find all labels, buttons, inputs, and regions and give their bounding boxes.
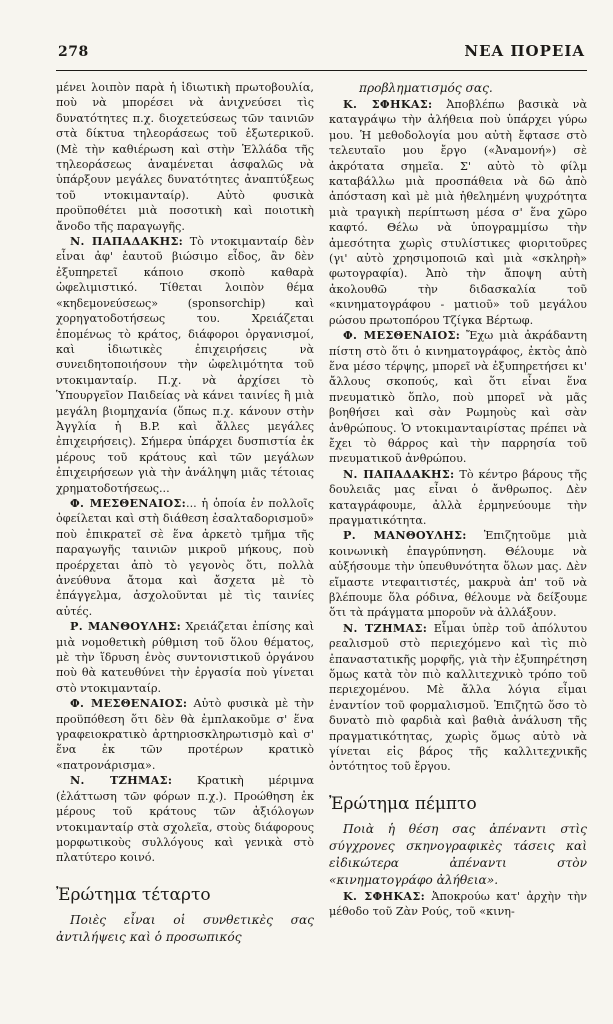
paragraph [329,97,587,328]
speaker-name: Φ. ΜΕΣΘΕΝΑΙΟΣ: [343,328,461,343]
speaker-name: Ν. ΠΑΠΑΔΑΚΗΣ: [343,466,455,481]
running-title: ΝΕΑ ΠΟΡΕΙΑ [464,42,585,60]
section-heading: Ἐρώτημα πέμπτο [329,793,477,814]
paragraph [329,889,587,920]
paragraph [329,467,587,529]
paragraph [56,496,314,619]
section-heading: Ἐρώτημα τέταρτο [56,884,211,905]
speaker-name: Ν. ΤΖΗΜΑΣ: [343,620,428,635]
paragraph [56,773,314,865]
paragraph [56,619,314,696]
speaker-name: Φ. ΜΕΣΘΕΝΑΙΟΣ: [70,696,188,711]
speaker-name: Ρ. ΜΑΝΘΟΥΛΗΣ: [70,619,182,634]
paragraph [329,621,587,775]
paragraph-text: μένει λοιπὸν παρὰ ἡ ἰδιωτικὴ πρωτοβουλία, ποὺ νὰ μπορέσει νὰ ἀνιχνεύσει τὶς δυνατότητες π.χ. διοχετεύσεως τῶν ταινιῶν στὰ δίκτυα τηλεοράσεως τοῦ ἐξωτερικοῦ. (Μὲ τὴν καθιέρωση καὶ στὴν Ἑλλάδα τῆς τηλεοράσεως ἀναμένεται ἀσφαλῶς νὰ ὑπάρξουν μεγάλες δυνατότητες ἀναπτύξεως τοῦ ντοκιμανταίρ). Αὐτὸ φυσικὰ προϋποθέτει μιὰ ποσοτικὴ καὶ ποιοτικὴ ἄνοδο τῆς παραγωγῆς. [56,81,314,233]
paragraph [56,80,314,234]
page-number: 278 [58,44,89,60]
header-rule [56,70,587,71]
paragraph-text: ... ἡ ὁποία ἐν πολλοῖς ὀφείλεται καὶ στὴ διάθεση ἐσαλταδορισμοῦ» ποὺ ἐπικρατεῖ σὲ ἕνα ἀρκετὸ τμῆμα τῆς παραγωγῆς ταινιῶν μικροῦ μήκους, ποὺ προέρχεται ἀπὸ τὸ γεγονὸς ὅτι, πολλὰ ἀνεύθυνα ἄτομα καὶ ἄσχετα μὲ τὸ ἐπάγγελμα, ἀσχολοῦνται μὲ τὶς ταινίες αὐτές. [56,496,314,618]
paragraph-text: Εἶμαι ὑπὲρ τοῦ ἀπόλυτου ρεαλισμοῦ στὸ περιεχόμενο καὶ τὶς πιὸ ἐπαναστατικῆς μορφῆς, γιὰ τὴν ἐξυπηρέτηση ὅμως κατὰ τὸν πιὸ καλλιτεχνικὸ τρόπο τοῦ περιεχομένου. Μὲ ἄλλα λόγια εἶμαι ἐναντίον τοῦ φορμαλισμοῦ. Ἐπιζητῶ ὅσο τὸ δυνατὸ πιὸ φαρδιὰ καὶ βαθιὰ ἀνάλυση τῆς πραγματικότητας, χωρὶς ὅμως αὐτὸ νὰ γίνεται εἰς βάρος τῆς καλλιτεχνικῆς ὀντότητος τοῦ ἔργου. [329,621,587,774]
question-text: Ποιὰ ἡ θέση σας ἀπέναντι στὶς σύγχρονες σκηνογραφικὲς τάσεις καὶ εἰδικώτερα ἀπέναντι στὸν «κινηματογράφο ἀλήθεια». [329,821,587,887]
right-column [329,80,587,1008]
question-continuation: προβληματισμός σας. [359,81,493,95]
paragraph-text: Κρατικὴ μέριμνα (ἐλάττωση τῶν φόρων π.χ.). Προώθηση ἐκ μέρους τοῦ κράτους τῶν ἀξιόλογων ντοκιμανταίρ στὰ σχολεῖα, στοὺς διάφορους μορφωτικοὺς συλλόγους καὶ γενικὰ στὸ πλατύτερο κοινό. [56,774,314,865]
question-text: Ποιὲς εἶναι οἱ συνθετικὲς σας ἀντιλήψεις καὶ ὁ προσωπικός [56,912,314,944]
paragraph-text: Ἔχω μιὰ ἀκράδαντη πίστη στὸ ὅτι ὁ κινηματογράφος, ἐκτὸς ἀπὸ ἕνα μέσο τέρψης, μπορεῖ νὰ ἐξυπηρετήσει κι' ἄλλους σκοπούς, καὶ ὅτι εἶναι ἕνα πνευματικὸ ὅπλο, ποὺ μπορεῖ νὰ μᾶς βοηθήσει καὶ σὰν Ρωμηοὺς καὶ σὰν ἀνθρώπους. Ὁ ντοκιμανταιρίστας πρέπει νὰ ἔχει τὸ θάρρος καὶ τὴν παρρησία τοῦ πνευματικοῦ ἀνθρώπου. [329,329,587,466]
paragraph [56,234,314,496]
left-column [56,80,314,1008]
speaker-name: Ρ. ΜΑΝΘΟΥΛΗΣ: [343,528,467,543]
paragraph-text: Ἐπιζητοῦμε μιὰ κοινωνικὴ ἐπαγρύπνηση. Θέλουμε νὰ αὐξήσουμε τὴν ὑπευθυνότητα ὅλων μας. Δὲν εἴμαστε ντεφαιτιστές, μακρυὰ ἀπ' τοῦ νὰ βλέπουμε ὅλα ρόδινα, θέλουμε νὰ δείξουμε ὅτι τὰ πράγματα μποροῦν νὰ ἀλλάξουν. [329,529,587,620]
paragraph [329,328,587,467]
speaker-name: Κ. ΣΦΗΚΑΣ: [343,888,426,903]
speaker-name: Ν. ΠΑΠΑΔΑΚΗΣ: [70,234,184,249]
paragraph-text: Αὐτὸ φυσικὰ μὲ τὴν προϋπόθεση ὅτι δὲν θὰ ἐμπλακοῦμε σ' ἕνα γραφειοκρατικὸ ἀρτηριοσκληρωτισμὸ καὶ σ' ἕνα ἐκ τῶν προτέρων κρατικὸ «πατρονάρισμα». [56,697,314,772]
paragraph-text: Τὸ κέντρο βάρους τῆς δουλειᾶς μας εἶναι ὁ ἄνθρωπος. Δὲν καταγράφουμε, ἀλλὰ ἑρμηνεύουμε τὴν πραγματικότητα. [329,467,587,527]
speaker-name: Ν. ΤΖΗΜΑΣ: [70,773,173,788]
paragraph-text: Τὸ ντοκιμανταίρ δὲν εἶναι ἀφ' ἑαυτοῦ βιώσιμο εἶδος, ἂν δὲν ἐξυπηρετεῖ κάποιο σκοπὸ καθαρὰ ὠφελιμιστικό. Τίθεται λοιπὸν θέμα «κηδεμονεύσεως» (sponsorchip) καὶ χορηγατοδοτήσεως του. Χρειάζεται ἑπομένως τὸ κράτος, διάφοροι ὀργανισμοί, καὶ ἰδιωτικὲς ἐπιχειρήσεις νὰ συνειδητοποιήσουν τὴν ὠφελιμότητα τοῦ ντοκιμανταίρ. Π.χ. νὰ ἀρχίσει τὸ Ὑπουργεῖον Παιδείας νὰ κάνει ταινίες ἢ μιὰ μεγάλη βιομηχανία (ὅπως π.χ. κάνουν στὴν Ἀγγλία ἡ B.P. καὶ ἄλλες μεγάλες ἐπιχειρήσεις). Σήμερα ὑπάρχει δυσπιστία ἐκ μέρους τοῦ κράτους καὶ τῶν μεγάλων ἐπιχειρήσεων γιὰ τὴν ἀνάληψη μιᾶς τέτοιας χρηματοδοτήσεως... [56,235,314,495]
speaker-name: Φ. ΜΕΣΘΕΝΑΙΟΣ: [70,495,187,510]
speaker-name: Κ. ΣΦΗΚΑΣ: [343,97,433,111]
paragraph-text: Χρειάζεται ἐπίσης καὶ μιὰ νομοθετικὴ ρύθμιση τοῦ ὅλου θέματος, μὲ τὴν ἵδρυση ἑνὸς συντονιστικοῦ ὀργάνου ποὺ θὰ κατευθύνει τὴν ἐργασία ποὺ γίνεται στὸ ντοκιμανταίρ. [56,620,314,695]
paragraph-text: Ἀποβλέπω βασικὰ νὰ καταγράψω τὴν ἀλήθεια ποὺ ὑπάρχει γύρω μου. Ἡ μεθοδολογία μου αὐτὴ ἔφτασε στὸ τελευταῖο μου ἔργο («Ἀναμονή») σὲ ἀκρότατα σημεῖα. Σ' αὐτὸ τὸ φίλμ καταβάλλω μιὰ προσπάθεια νὰ δῶ ἀπὸ ἀπόσταση καὶ μὲ μιὰ ἠθελημένη ψυχρότητα μιὰ τραγικὴ περίπτωση μέσα σ' ἕνα χῶρο καφτό. Θέλω νὰ ὑπογραμμίσω τὴν ἀμεσότητα χωρὶς στυλίστικες φιοριτοῦρες (γι' αὐτὸ χρησιμοποιῶ καὶ μιὰ «σκληρὴ» φωτογραφία). Ἀπὸ τὴν ἄποψη αὐτὴ ἀκολουθῶ τὴν διδασκαλία τοῦ «κινηματογράφου - ματιοῦ» τοῦ μεγάλου ρώσου πρωτοπόρου Τζίγκα Βέρτωφ. [329,98,587,327]
paragraph [329,528,587,620]
paragraph-text: Ἀποκρούω κατ' ἀρχὴν τὴν μέθοδο τοῦ Ζὰν Ρούς, τοῦ «κινη- [329,889,587,919]
paragraph [56,696,314,773]
